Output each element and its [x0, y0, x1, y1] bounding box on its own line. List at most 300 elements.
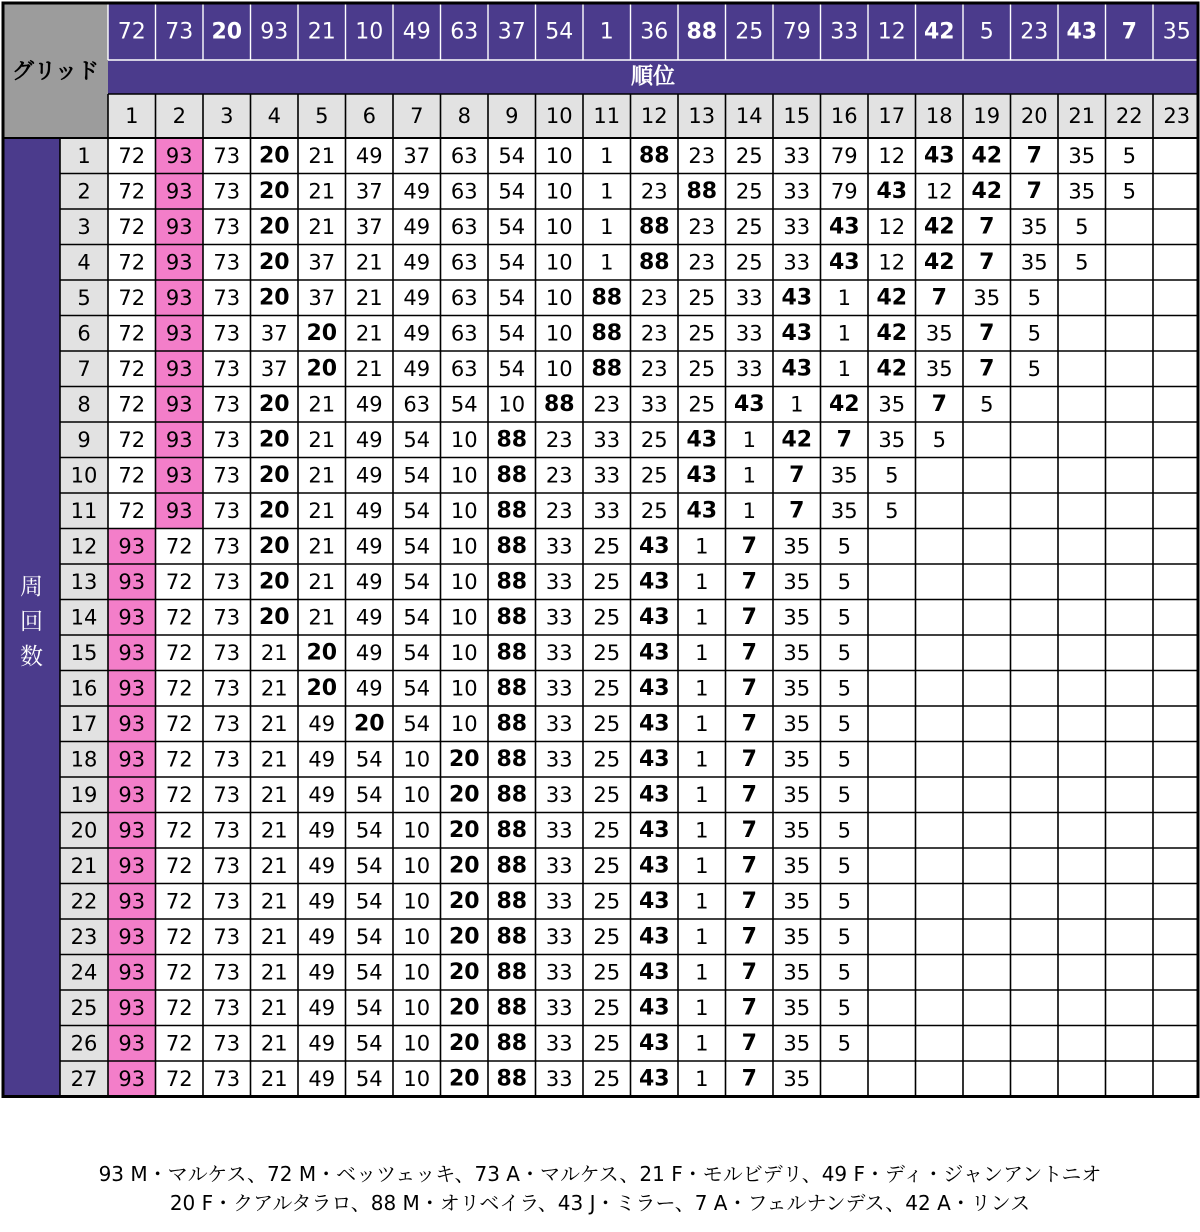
position-tick-11: 11: [593, 104, 621, 128]
cell-lap18-p3: 73: [213, 747, 241, 772]
cell-lap19-p8: 20: [448, 782, 480, 808]
cell-lap2-p19: 42: [971, 178, 1003, 204]
cell-lap27-p6: 54: [355, 1066, 383, 1091]
lap-number-1: 1: [77, 143, 91, 168]
cell-lap9-p1: 72: [118, 427, 146, 452]
lap-number-21: 21: [70, 853, 98, 878]
cell-lap17-p5: 49: [308, 711, 336, 736]
cell-lap22-p6: 54: [355, 889, 383, 914]
cell-lap23-p10: 33: [545, 924, 573, 949]
cell-lap1-p2: 93: [165, 143, 193, 168]
cell-lap11-p9: 88: [496, 498, 528, 524]
cell-lap22-p3: 73: [213, 889, 241, 914]
cell-lap1-p5: 21: [308, 143, 336, 168]
cell-lap26-p11: 25: [593, 1031, 621, 1056]
cell-lap6-p11: 88: [591, 320, 623, 346]
cell-lap23-p3: 73: [213, 924, 241, 949]
cell-lap20-p11: 25: [593, 818, 621, 843]
cell-lap24-p8: 20: [448, 959, 480, 985]
cell-lap8-p7: 63: [403, 392, 431, 417]
position-tick-3: 3: [220, 104, 234, 128]
cell-lap13-p13: 1: [695, 569, 709, 594]
cell-lap3-p3: 73: [213, 214, 241, 239]
cell-lap26-p10: 33: [545, 1031, 573, 1056]
position-tick-19: 19: [973, 104, 1001, 128]
cell-lap13-p5: 21: [308, 569, 336, 594]
cell-lap12-p5: 21: [308, 534, 336, 559]
cell-lap11-p8: 10: [450, 498, 478, 523]
cell-lap21-p12: 43: [638, 853, 670, 879]
cell-lap8-p5: 21: [308, 392, 336, 417]
cell-lap19-p16: 5: [837, 782, 851, 807]
cell-lap1-p1: 72: [118, 143, 146, 168]
cell-lap24-p7: 10: [403, 960, 431, 985]
cell-lap23-p4: 21: [260, 924, 288, 949]
cell-lap20-p15: 35: [783, 818, 811, 843]
cell-lap5-p14: 33: [735, 285, 763, 310]
cell-lap11-p14: 1: [742, 498, 756, 523]
cell-lap5-p3: 73: [213, 285, 241, 310]
lap-number-18: 18: [70, 747, 98, 772]
position-tick-16: 16: [830, 104, 858, 128]
cell-lap6-p1: 72: [118, 321, 146, 346]
cell-lap7-p7: 49: [403, 356, 431, 381]
cell-lap12-p6: 49: [355, 534, 383, 559]
cell-lap12-p3: 73: [213, 534, 241, 559]
cell-lap20-p10: 33: [545, 818, 573, 843]
cell-lap5-p1: 72: [118, 285, 146, 310]
cell-lap4-p20: 35: [1020, 250, 1048, 275]
cell-lap26-p4: 21: [260, 1031, 288, 1056]
cell-lap4-p21: 5: [1075, 250, 1089, 275]
cell-lap13-p9: 88: [496, 569, 528, 595]
cell-lap10-p1: 72: [118, 463, 146, 488]
cell-lap22-p5: 49: [308, 889, 336, 914]
cell-lap18-p13: 1: [695, 747, 709, 772]
cell-lap25-p16: 5: [837, 995, 851, 1020]
cell-lap15-p5: 20: [306, 640, 338, 666]
cell-lap10-p17: 5: [885, 463, 899, 488]
cell-lap27-p12: 43: [638, 1066, 670, 1092]
cell-lap25-p4: 21: [260, 995, 288, 1020]
cell-lap19-p10: 33: [545, 782, 573, 807]
grid-slot-3: 20: [211, 19, 243, 45]
cell-lap21-p16: 5: [837, 853, 851, 878]
cell-lap9-p11: 33: [593, 427, 621, 452]
cell-lap4-p4: 20: [258, 249, 290, 275]
cell-lap26-p9: 88: [496, 1030, 528, 1056]
cell-lap2-p11: 1: [600, 179, 614, 204]
cell-lap13-p2: 72: [165, 569, 193, 594]
rider-legend: [0, 1160, 1200, 1218]
cell-lap6-p2: 93: [165, 321, 193, 346]
grid-slot-14: 25: [735, 19, 764, 45]
cell-lap23-p12: 43: [638, 924, 670, 950]
cell-lap8-p12: 33: [640, 392, 668, 417]
cell-lap18-p7: 10: [403, 747, 431, 772]
lap-number-2: 2: [77, 179, 91, 204]
cell-lap11-p6: 49: [355, 498, 383, 523]
cell-lap12-p16: 5: [837, 534, 851, 559]
position-tick-18: 18: [925, 104, 953, 128]
cell-lap9-p15: 42: [781, 427, 813, 453]
cell-lap9-p12: 25: [640, 427, 668, 452]
cell-lap1-p20: 7: [1026, 143, 1042, 169]
cell-lap8-p18: 7: [931, 391, 947, 417]
grid-slot-1: 72: [117, 19, 146, 45]
position-tick-15: 15: [783, 104, 811, 128]
cell-lap20-p5: 49: [308, 818, 336, 843]
cell-lap5-p8: 63: [450, 285, 478, 310]
cell-lap9-p8: 10: [450, 427, 478, 452]
cell-lap21-p10: 33: [545, 853, 573, 878]
cell-lap26-p7: 10: [403, 1031, 431, 1056]
cell-lap25-p5: 49: [308, 995, 336, 1020]
cell-lap11-p2: 93: [165, 498, 193, 523]
lap-axis-label: 回: [20, 609, 43, 635]
cell-lap2-p6: 37: [355, 179, 383, 204]
cell-lap22-p14: 7: [741, 888, 757, 914]
cell-lap12-p9: 88: [496, 533, 528, 559]
cell-lap4-p8: 63: [450, 250, 478, 275]
cell-lap16-p15: 35: [783, 676, 811, 701]
cell-lap10-p10: 23: [545, 463, 573, 488]
cell-lap19-p4: 21: [260, 782, 288, 807]
cell-lap24-p3: 73: [213, 960, 241, 985]
cell-lap21-p3: 73: [213, 853, 241, 878]
lap-axis-label: 数: [20, 644, 43, 670]
cell-lap14-p11: 25: [593, 605, 621, 630]
cell-lap20-p6: 54: [355, 818, 383, 843]
cell-lap18-p15: 35: [783, 747, 811, 772]
cell-lap16-p10: 33: [545, 676, 573, 701]
cell-lap20-p4: 21: [260, 818, 288, 843]
cell-lap18-p12: 43: [638, 746, 670, 772]
lap-number-5: 5: [77, 285, 91, 310]
cell-lap2-p5: 21: [308, 179, 336, 204]
cell-lap16-p3: 73: [213, 676, 241, 701]
cell-lap18-p2: 72: [165, 747, 193, 772]
cell-lap1-p19: 42: [971, 143, 1003, 169]
cell-lap27-p9: 88: [496, 1066, 528, 1092]
cell-lap12-p1: 93: [118, 534, 146, 559]
cell-lap24-p1: 93: [118, 960, 146, 985]
cell-lap26-p8: 20: [448, 1030, 480, 1056]
cell-lap13-p12: 43: [638, 569, 670, 595]
cell-lap9-p13: 43: [686, 427, 718, 453]
position-tick-2: 2: [172, 104, 186, 128]
cell-lap1-p10: 10: [545, 143, 573, 168]
cell-lap12-p14: 7: [741, 533, 757, 559]
cell-lap5-p11: 88: [591, 285, 623, 311]
cell-lap16-p14: 7: [741, 675, 757, 701]
cell-lap16-p4: 21: [260, 676, 288, 701]
cell-lap24-p4: 21: [260, 960, 288, 985]
cell-lap14-p5: 21: [308, 605, 336, 630]
cell-lap23-p6: 54: [355, 924, 383, 949]
cell-lap8-p11: 23: [593, 392, 621, 417]
cell-lap3-p7: 49: [403, 214, 431, 239]
lap-axis-label: 周: [20, 574, 43, 600]
cell-lap8-p15: 1: [790, 392, 804, 417]
cell-lap15-p2: 72: [165, 640, 193, 665]
cell-lap1-p22: 5: [1122, 143, 1136, 168]
cell-lap11-p10: 23: [545, 498, 573, 523]
cell-lap2-p18: 12: [925, 179, 953, 204]
cell-lap26-p6: 54: [355, 1031, 383, 1056]
cell-lap8-p4: 20: [258, 391, 290, 417]
cell-lap19-p5: 49: [308, 782, 336, 807]
cell-lap22-p15: 35: [783, 889, 811, 914]
lap-number-25: 25: [70, 995, 98, 1020]
position-tick-9: 9: [505, 104, 519, 128]
cell-lap17-p15: 35: [783, 711, 811, 736]
legend-line: 93 M・マルケス、72 M・ベッツェッキ、73 A・マルケス、21 F・モルビデリ、49 F・ディ・ジャンアントニオ: [98, 1162, 1102, 1186]
cell-lap20-p8: 20: [448, 817, 480, 843]
cell-lap6-p4: 37: [260, 321, 288, 346]
cell-lap2-p14: 25: [735, 179, 763, 204]
cell-lap6-p19: 7: [979, 320, 995, 346]
cell-lap5-p2: 93: [165, 285, 193, 310]
cell-lap11-p15: 7: [789, 498, 805, 524]
cell-lap2-p8: 63: [450, 179, 478, 204]
cell-lap6-p16: 1: [837, 321, 851, 346]
cell-lap4-p10: 10: [545, 250, 573, 275]
cell-lap5-p19: 35: [973, 285, 1001, 310]
cell-lap19-p9: 88: [496, 782, 528, 808]
cell-lap3-p2: 93: [165, 214, 193, 239]
cell-lap6-p6: 21: [355, 321, 383, 346]
cell-lap11-p11: 33: [593, 498, 621, 523]
cell-lap23-p7: 10: [403, 924, 431, 949]
cell-lap1-p15: 33: [783, 143, 811, 168]
position-axis-label: 順位: [630, 64, 676, 90]
cell-lap3-p19: 7: [979, 214, 995, 240]
cell-lap1-p13: 23: [688, 143, 716, 168]
cell-lap3-p21: 5: [1075, 214, 1089, 239]
cell-lap23-p5: 49: [308, 924, 336, 949]
cell-lap22-p4: 21: [260, 889, 288, 914]
cell-lap20-p2: 72: [165, 818, 193, 843]
cell-lap4-p13: 23: [688, 250, 716, 275]
cell-lap9-p18: 5: [932, 427, 946, 452]
cell-lap19-p3: 73: [213, 782, 241, 807]
cell-lap15-p11: 25: [593, 640, 621, 665]
cell-lap9-p17: 35: [878, 427, 906, 452]
cell-lap2-p16: 79: [830, 179, 858, 204]
position-tick-4: 4: [267, 104, 281, 128]
cell-lap18-p1: 93: [118, 747, 146, 772]
cell-lap2-p22: 5: [1122, 179, 1136, 204]
cell-lap10-p14: 1: [742, 463, 756, 488]
cell-lap2-p2: 93: [165, 179, 193, 204]
cell-lap15-p1: 93: [118, 640, 146, 665]
cell-lap15-p7: 54: [403, 640, 431, 665]
cell-lap24-p13: 1: [695, 960, 709, 985]
lap-number-15: 15: [70, 640, 98, 665]
grid-slot-4: 93: [260, 19, 289, 45]
cell-lap25-p8: 20: [448, 995, 480, 1021]
cell-lap19-p1: 93: [118, 782, 146, 807]
cell-lap17-p3: 73: [213, 711, 241, 736]
cell-lap14-p16: 5: [837, 605, 851, 630]
cell-lap27-p7: 10: [403, 1066, 431, 1091]
position-tick-5: 5: [315, 104, 329, 128]
position-tick-22: 22: [1115, 104, 1143, 128]
cell-lap12-p15: 35: [783, 534, 811, 559]
cell-lap26-p1: 93: [118, 1031, 146, 1056]
cell-lap10-p13: 43: [686, 462, 718, 488]
cell-lap20-p14: 7: [741, 817, 757, 843]
cell-lap15-p14: 7: [741, 640, 757, 666]
cell-lap14-p3: 73: [213, 605, 241, 630]
position-tick-13: 13: [688, 104, 716, 128]
cell-lap5-p12: 23: [640, 285, 668, 310]
cell-lap13-p1: 93: [118, 569, 146, 594]
cell-lap27-p15: 35: [783, 1066, 811, 1091]
cell-lap3-p10: 10: [545, 214, 573, 239]
cell-lap12-p12: 43: [638, 533, 670, 559]
cell-lap1-p11: 1: [600, 143, 614, 168]
cell-lap9-p2: 93: [165, 427, 193, 452]
cell-lap12-p11: 25: [593, 534, 621, 559]
cell-lap3-p1: 72: [118, 214, 146, 239]
lap-number-11: 11: [70, 498, 98, 523]
cell-lap19-p7: 10: [403, 782, 431, 807]
cell-lap18-p11: 25: [593, 747, 621, 772]
cell-lap16-p5: 20: [306, 675, 338, 701]
cell-lap13-p15: 35: [783, 569, 811, 594]
grid-slot-22: 7: [1121, 19, 1137, 45]
lap-number-3: 3: [77, 214, 91, 239]
lap-number-7: 7: [77, 356, 91, 381]
cell-lap4-p3: 73: [213, 250, 241, 275]
cell-lap17-p10: 33: [545, 711, 573, 736]
legend-line: 20 F・クアルタラロ、88 M・オリベイラ、43 J・ミラー、7 A・フェルナンデス、42 A・リンス: [169, 1191, 1031, 1215]
cell-lap24-p12: 43: [638, 959, 670, 985]
position-tick-20: 20: [1020, 104, 1048, 128]
cell-lap6-p5: 20: [306, 320, 338, 346]
cell-lap24-p14: 7: [741, 959, 757, 985]
cell-lap17-p2: 72: [165, 711, 193, 736]
cell-lap17-p4: 21: [260, 711, 288, 736]
cell-lap7-p11: 88: [591, 356, 623, 382]
cell-lap22-p1: 93: [118, 889, 146, 914]
cell-lap23-p16: 5: [837, 924, 851, 949]
cell-lap22-p2: 72: [165, 889, 193, 914]
cell-lap26-p13: 1: [695, 1031, 709, 1056]
cell-lap13-p10: 33: [545, 569, 573, 594]
cell-lap4-p17: 12: [878, 250, 906, 275]
cell-lap16-p7: 54: [403, 676, 431, 701]
cell-lap5-p9: 54: [498, 285, 526, 310]
cell-lap10-p12: 25: [640, 463, 668, 488]
cell-lap3-p16: 43: [828, 214, 860, 240]
cell-lap10-p9: 88: [496, 462, 528, 488]
cell-lap2-p10: 10: [545, 179, 573, 204]
position-tick-23: 23: [1163, 104, 1191, 128]
cell-lap19-p6: 54: [355, 782, 383, 807]
cell-lap16-p12: 43: [638, 675, 670, 701]
cell-lap2-p4: 20: [258, 178, 290, 204]
cell-lap16-p9: 88: [496, 675, 528, 701]
lap-number-19: 19: [70, 782, 98, 807]
cell-lap25-p3: 73: [213, 995, 241, 1020]
cell-lap10-p15: 7: [789, 462, 805, 488]
lap-number-14: 14: [70, 605, 98, 630]
cell-lap21-p4: 21: [260, 853, 288, 878]
cell-lap8-p16: 42: [828, 391, 860, 417]
cell-lap4-p19: 7: [979, 249, 995, 275]
cell-lap7-p17: 42: [876, 356, 908, 382]
cell-lap5-p20: 5: [1027, 285, 1041, 310]
cell-lap14-p4: 20: [258, 604, 290, 630]
cell-lap1-p17: 12: [878, 143, 906, 168]
cell-lap7-p6: 21: [355, 356, 383, 381]
cell-lap1-p18: 43: [923, 143, 955, 169]
cell-lap4-p12: 88: [638, 249, 670, 275]
cell-lap1-p16: 79: [830, 143, 858, 168]
cell-lap18-p6: 54: [355, 747, 383, 772]
cell-lap1-p14: 25: [735, 143, 763, 168]
cell-lap4-p15: 33: [783, 250, 811, 275]
cell-lap11-p4: 20: [258, 498, 290, 524]
lap-number-4: 4: [77, 250, 91, 275]
cell-lap7-p8: 63: [450, 356, 478, 381]
cell-lap6-p20: 5: [1027, 321, 1041, 346]
cell-lap5-p18: 7: [931, 285, 947, 311]
position-tick-17: 17: [878, 104, 906, 128]
cell-lap17-p6: 20: [353, 711, 385, 737]
cell-lap23-p13: 1: [695, 924, 709, 949]
cell-lap9-p4: 20: [258, 427, 290, 453]
cell-lap17-p9: 88: [496, 711, 528, 737]
cell-lap10-p4: 20: [258, 462, 290, 488]
cell-lap22-p13: 1: [695, 889, 709, 914]
grid-slot-20: 23: [1020, 19, 1049, 45]
cell-lap3-p9: 54: [498, 214, 526, 239]
cell-lap14-p14: 7: [741, 604, 757, 630]
cell-lap20-p1: 93: [118, 818, 146, 843]
cell-lap3-p15: 33: [783, 214, 811, 239]
cell-lap18-p9: 88: [496, 746, 528, 772]
cell-lap17-p7: 54: [403, 711, 431, 736]
cell-lap7-p18: 35: [925, 356, 953, 381]
cell-lap18-p14: 7: [741, 746, 757, 772]
cell-lap11-p12: 25: [640, 498, 668, 523]
cell-lap7-p15: 43: [781, 356, 813, 382]
cell-lap8-p2: 93: [165, 392, 193, 417]
cell-lap27-p3: 73: [213, 1066, 241, 1091]
cell-lap26-p3: 73: [213, 1031, 241, 1056]
cell-lap5-p13: 25: [688, 285, 716, 310]
cell-lap25-p2: 72: [165, 995, 193, 1020]
cell-lap12-p2: 72: [165, 534, 193, 559]
cell-lap10-p5: 21: [308, 463, 336, 488]
cell-lap21-p14: 7: [741, 853, 757, 879]
position-tick-1: 1: [125, 104, 139, 128]
cell-lap18-p10: 33: [545, 747, 573, 772]
cell-lap5-p4: 20: [258, 285, 290, 311]
lap-number-16: 16: [70, 676, 98, 701]
cell-lap24-p6: 54: [355, 960, 383, 985]
cell-lap23-p11: 25: [593, 924, 621, 949]
cell-lap9-p14: 1: [742, 427, 756, 452]
cell-lap7-p20: 5: [1027, 356, 1041, 381]
cell-lap14-p15: 35: [783, 605, 811, 630]
cell-lap10-p3: 73: [213, 463, 241, 488]
grid-slot-19: 5: [979, 19, 994, 45]
